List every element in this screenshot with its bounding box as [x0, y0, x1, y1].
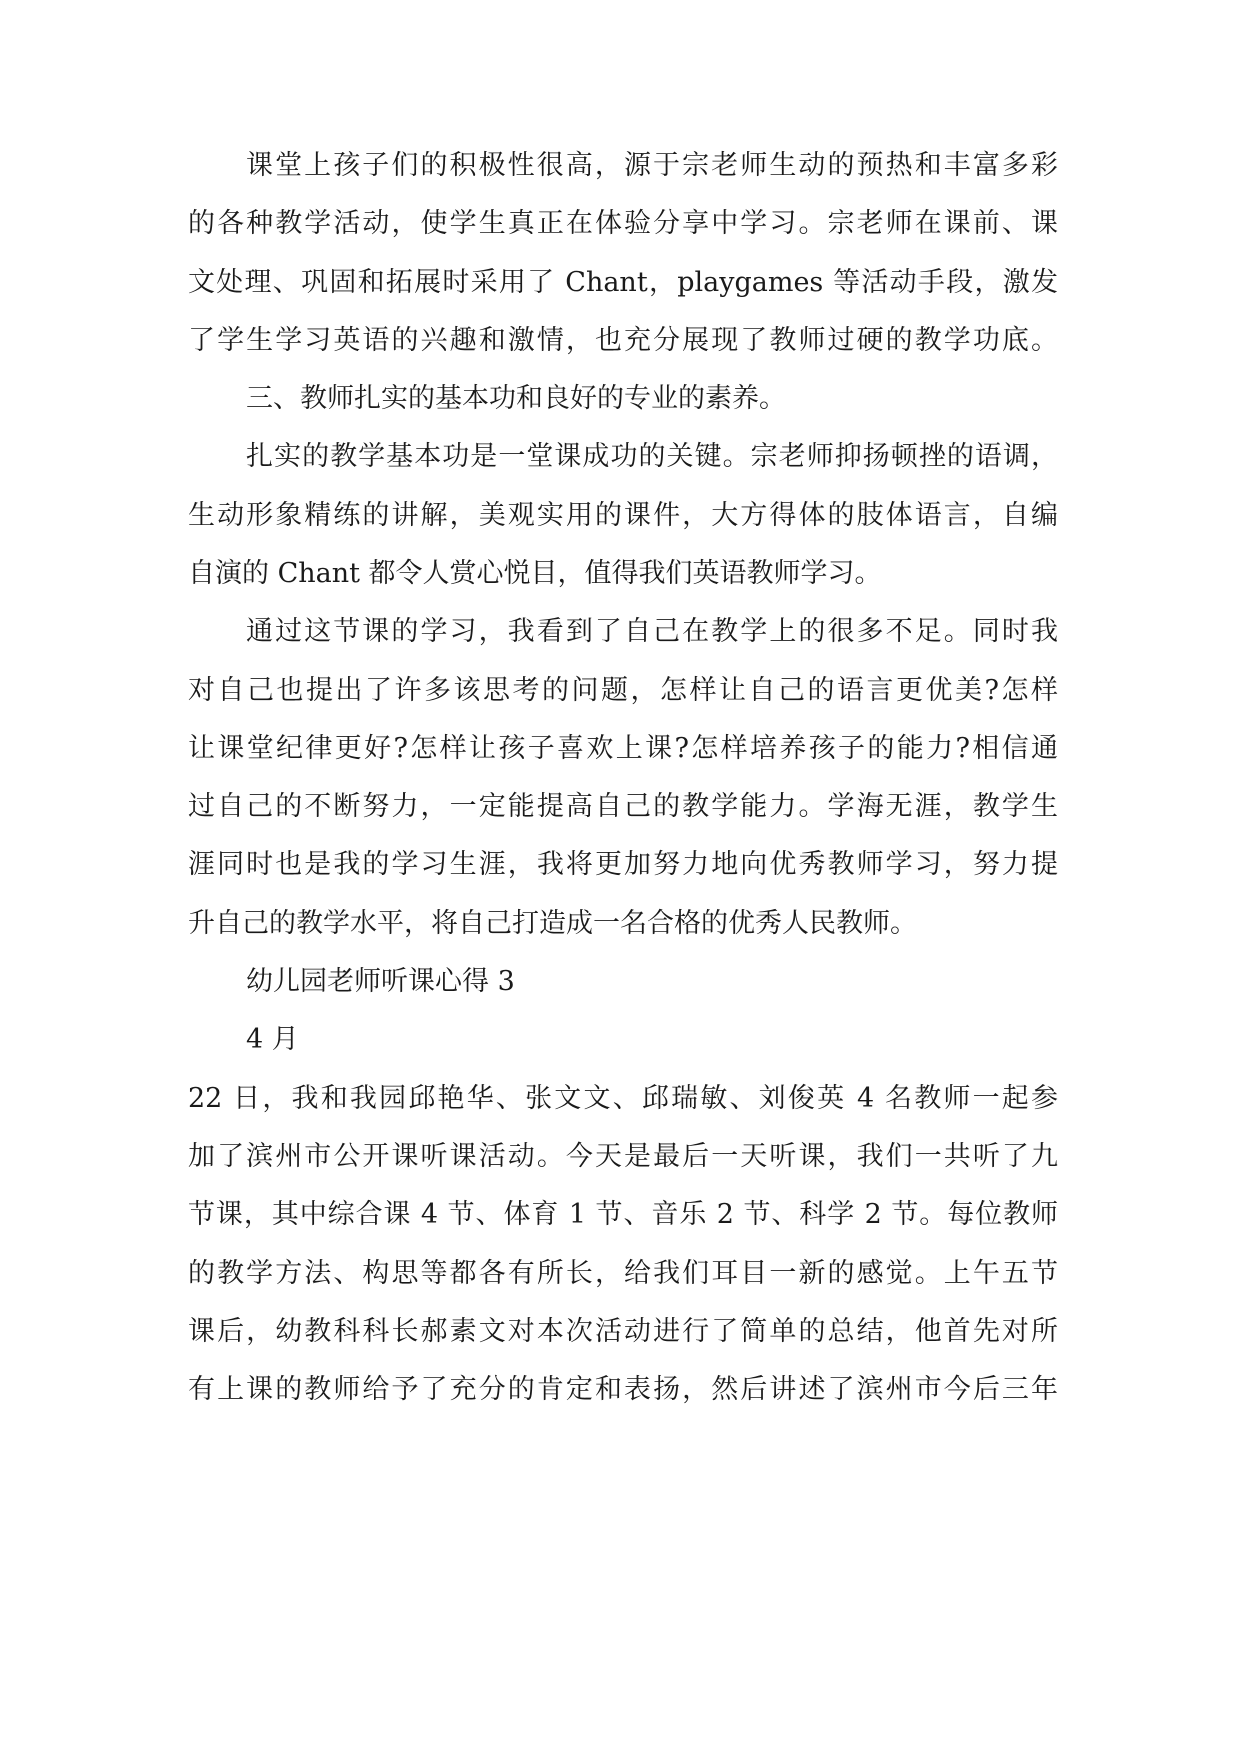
text-line-21: 课后，幼教科科长郝素文对本次活动进行了简单的总结，他首先对所 [188, 1316, 1058, 1347]
article-title: 幼儿园老师听课心得 3 [246, 966, 515, 997]
text-line-11: 让课堂纪律更好?怎样让孩子喜欢上课?怎样培养孩子的能力?相信通 [188, 733, 1058, 764]
text-line-14: 升自己的教学水平，将自己打造成一名合格的优秀人民教师。 [188, 908, 917, 939]
text-line-7: 生动形象精练的讲解，美观实用的课件，大方得体的肢体语言，自编 [188, 500, 1058, 531]
text-line-20: 的教学方法、构思等都各有所长，给我们耳目一新的感觉。上午五节 [188, 1258, 1058, 1289]
text-line-2: 的各种教学活动，使学生真正在体验分享中学习。宗老师在课前、课 [188, 208, 1058, 239]
text-line-6: 扎实的教学基本功是一堂课成功的关键。宗老师抑扬顿挫的语调， [246, 441, 1058, 472]
text-line-12: 过自己的不断努力，一定能提高自己的教学能力。学海无涯，教学生 [188, 791, 1058, 822]
text-line-17: 22 日，我和我园邱艳华、张文文、邱瑞敏、刘俊英 4 名教师一起参 [188, 1083, 1058, 1114]
text-line-4: 了学生学习英语的兴趣和激情，也充分展现了教师过硬的教学功底。 [188, 325, 1058, 356]
text-line-3: 文处理、巩固和拓展时采用了 Chant，playgames 等活动手段，激发 [188, 267, 1058, 298]
text-line-9: 通过这节课的学习，我看到了自己在教学上的很多不足。同时我 [246, 616, 1058, 647]
section-heading-3: 三、教师扎实的基本功和良好的专业的素养。 [246, 383, 786, 414]
text-line-13: 涯同时也是我的学习生涯，我将更加努力地向优秀教师学习，努力提 [188, 849, 1058, 880]
text-line-22: 有上课的教师给予了充分的肯定和表扬，然后讲述了滨州市今后三年 [188, 1374, 1058, 1405]
text-line-18: 加了滨州市公开课听课活动。今天是最后一天听课，我们一共听了九 [188, 1141, 1058, 1172]
text-line-1: 课堂上孩子们的积极性很高，源于宗老师生动的预热和丰富多彩 [246, 150, 1058, 181]
text-line-19: 节课，其中综合课 4 节、体育 1 节、音乐 2 节、科学 2 节。每位教师 [188, 1199, 1058, 1230]
date-month: 4 月 [246, 1024, 299, 1055]
text-line-8: 自演的 Chant 都令人赏心悦目，值得我们英语教师学习。 [188, 558, 882, 589]
text-line-10: 对自己也提出了许多该思考的问题，怎样让自己的语言更优美?怎样 [188, 675, 1058, 706]
